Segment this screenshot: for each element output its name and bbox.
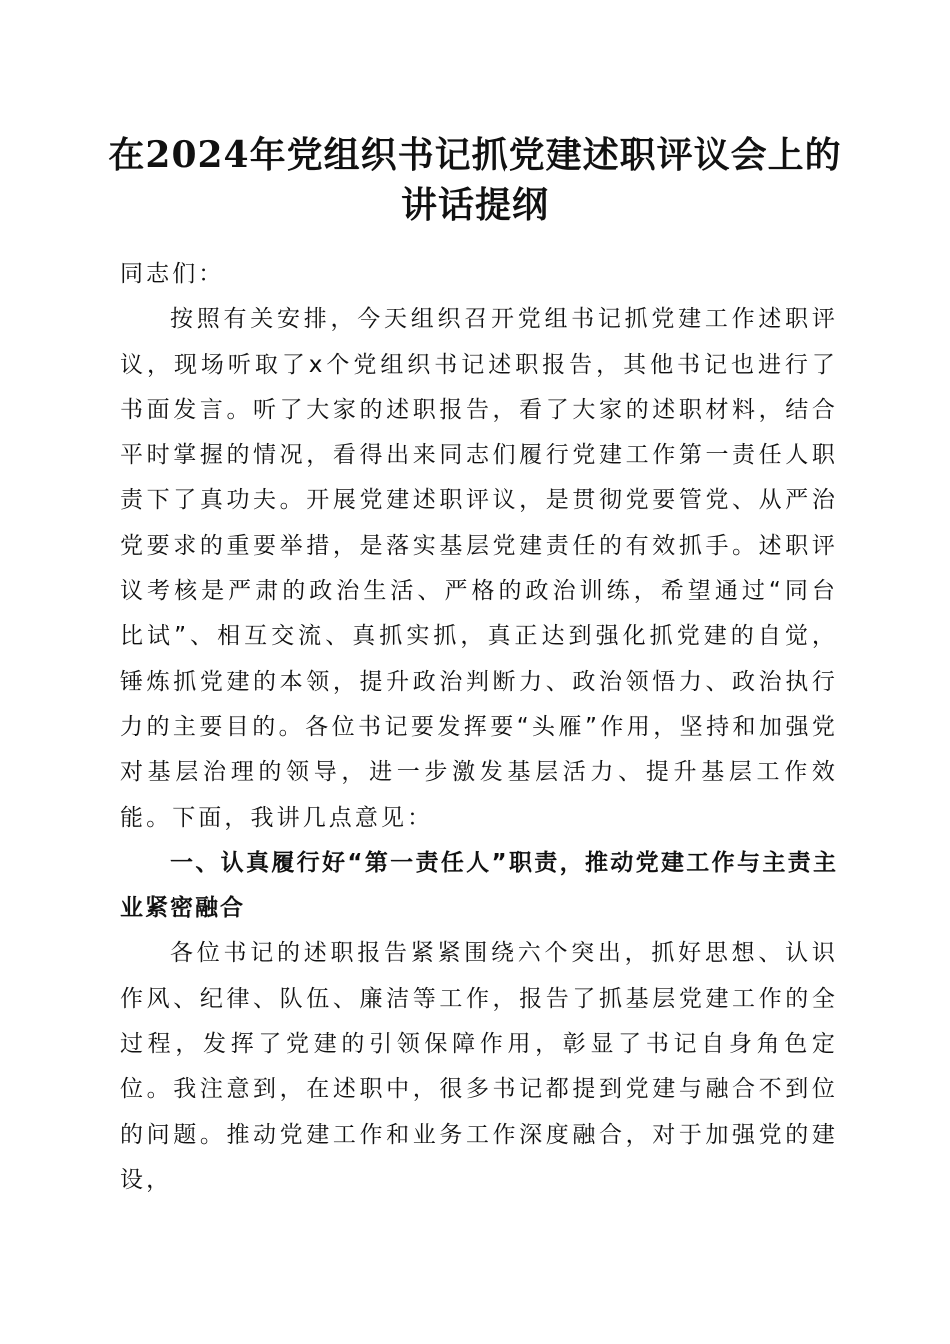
section-heading-1: 一、认真履行好“第一责任人”职责，推动党建工作与主责主业紧密融合 [120, 849, 838, 922]
salutation: 同志们： [120, 261, 225, 287]
document-body [120, 252, 838, 1203]
paragraph-intro: 按照有关安排，今天组织召开党组书记抓党建工作述职评议，现场听取了x个党组织书记述职报告，其他书记也进行了书面发言。听了大家的述职报告，看了大家的述职材料，结合平时掌握的情况，看得出来同志们履行党建工作第一责任人职责下了真功夫。开展党建述职评议，是贯彻党要管党、从严治党要求的重要举措，是落实基层党建责任的有效抓手。述职评议考核是严肃的政治生活、严格的政治训练，希望通过“同台比试”、相互交流、真抓实抓，真正达到强化抓党建的自觉，锤炼抓党建的本领，提升政治判断力、政治领悟力、政治执行力的主要目的。各位书记要发挥要“头雁”作用，坚持和加强党对基层治理的领导，进一步激发基层活力、提升基层工作效能。下面，我讲几点意见： [120, 306, 838, 831]
paragraph-section-1: 各位书记的述职报告紧紧围绕六个突出，抓好思想、认识作风、纪律、队伍、廉洁等工作，报告了抓基层党建工作的全过程，发挥了党建的引领保障作用，彰显了书记自身角色定位。我注意到，在述职中，很多书记都提到党建与融合不到位的问题。推动党建工作和业务工作深度融合，对于加强党的建设， [120, 940, 838, 1193]
title-line-1: 在2024年党组织书记抓党建述职评议会上的 [108, 134, 842, 176]
document-title [100, 130, 850, 230]
title-line-2: 讲话提纲 [400, 184, 549, 226]
